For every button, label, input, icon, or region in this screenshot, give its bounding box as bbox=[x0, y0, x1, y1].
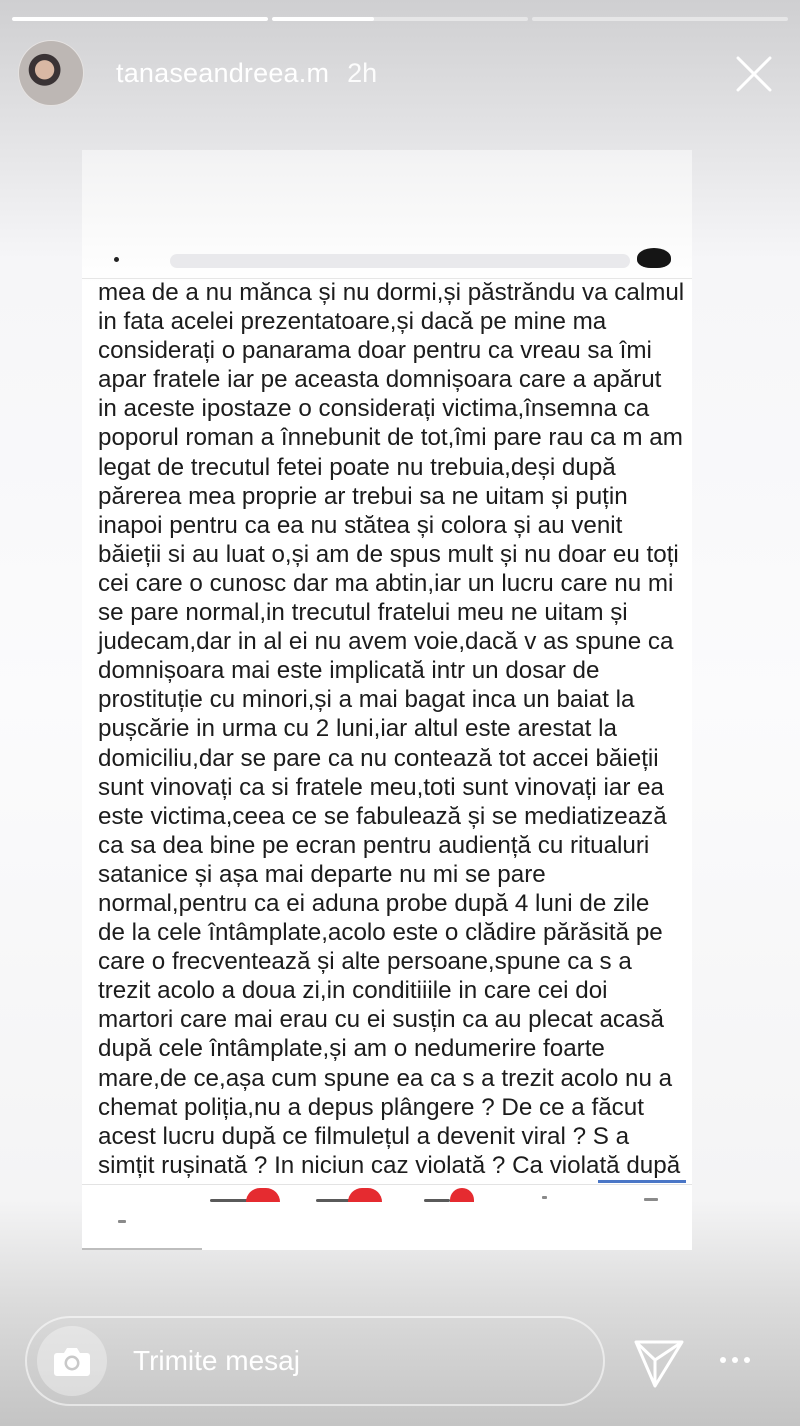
divider bbox=[82, 1184, 692, 1185]
more-options-icon bbox=[744, 1357, 750, 1363]
text-line: apar fratele iar pe aceasta domnișoara care a apărut bbox=[98, 366, 662, 394]
text-line: băieții si au luat o,și am de spus mult și nu doar eu toți bbox=[98, 540, 679, 568]
text-line: este victima,ceea ce se fabulează și se mediatizează bbox=[98, 802, 667, 830]
notification-badge-2 bbox=[316, 1188, 382, 1202]
post-body-text bbox=[98, 278, 688, 1180]
text-line: trezit acolo a doua zi,in conditiiile in care cei doi bbox=[98, 977, 608, 1005]
text-line: pușcărie in urma cu 2 luni,iar altul este arestat la bbox=[98, 715, 617, 743]
text-line: poporul roman a înnebunit de tot,îmi pare rau ca m am bbox=[98, 424, 683, 452]
direct-send-icon bbox=[632, 1336, 686, 1390]
reply-input[interactable] bbox=[25, 1316, 605, 1406]
text-line: in fata acelei prezentatoare,și dacă pe mine ma bbox=[98, 308, 607, 336]
text-line: martori care mai erau cu ei susțin ca au plecat acasă bbox=[98, 1006, 664, 1034]
username[interactable]: tanaseandreea.m bbox=[116, 57, 330, 88]
text-line: judecam,dar in al ei nu avem voie,dacă v as spune ca bbox=[98, 628, 674, 656]
close-button[interactable] bbox=[734, 54, 774, 94]
text-line: acest lucru după ce filmulețul a devenit viral ? S a bbox=[98, 1122, 630, 1150]
text-line: satanice și așa mai departe nu mi se pare bbox=[98, 860, 546, 888]
dot-mark bbox=[644, 1198, 658, 1201]
redacted-bar bbox=[170, 254, 630, 268]
text-line: cei care o cunosc dar ma abtin,iar un lucru care nu mi bbox=[98, 569, 674, 597]
text-line: părerea mea proprie ar trebui sa ne uitam și puțin bbox=[98, 482, 628, 510]
more-options-icon bbox=[732, 1357, 738, 1363]
text-line: de la cele întâmplate,acolo este o clădire părăsită pe bbox=[98, 919, 663, 947]
story-header bbox=[18, 40, 782, 106]
text-line: mare,de ce,așa cum spune ea ca s a trezit acolo nu a bbox=[98, 1064, 673, 1092]
text-line: mea de a nu mănca și nu dormi,și păstrăndu va calmul bbox=[98, 279, 685, 306]
progress-segment-1 bbox=[12, 17, 268, 21]
progress-segment-3 bbox=[532, 17, 788, 21]
progress-segment-2 bbox=[272, 17, 528, 21]
text-line: in aceste ipostaze o considerați victima,însemna ca bbox=[98, 395, 650, 423]
close-icon bbox=[734, 54, 774, 94]
text-line: legat de trecutul fetei poate nu trebuia,deși după bbox=[98, 453, 616, 481]
dot-mark bbox=[542, 1196, 547, 1199]
dot-mark bbox=[114, 257, 119, 262]
text-line: considerați o panarama doar pentru ca vreau sa îmi bbox=[98, 337, 652, 365]
text-line: sunt vinovați ca si fratele meu,toti sunt vinovați iar ea bbox=[98, 773, 664, 801]
text-line: domnișoara mai este implicată intr un dosar de bbox=[98, 657, 600, 685]
text-line: normal,pentru ca ei aduna probe după 4 luni de zile bbox=[98, 889, 650, 917]
camera-button[interactable] bbox=[37, 1326, 107, 1396]
notification-badge-1 bbox=[210, 1188, 280, 1202]
text-line: chemat poliția,nu a depus plângere ? De ce a făcut bbox=[98, 1093, 644, 1121]
text-line: domiciliu,dar se pare ca nu contează tot accei băieții bbox=[98, 744, 659, 772]
avatar[interactable] bbox=[18, 40, 84, 106]
more-options-icon bbox=[720, 1357, 726, 1363]
text-line: care o frecventează și alte persoane,spune ca s a bbox=[98, 948, 632, 976]
camera-icon bbox=[53, 1345, 91, 1377]
timestamp: 2h bbox=[347, 57, 378, 88]
dot-mark bbox=[118, 1220, 126, 1223]
black-icon bbox=[637, 248, 671, 268]
text-line: după cele întâmplate,și am o nedumerire foarte bbox=[98, 1035, 605, 1063]
link-underline bbox=[598, 1180, 686, 1183]
divider bbox=[82, 1248, 202, 1250]
send-button[interactable] bbox=[632, 1336, 686, 1390]
text-line: se pare normal,in trecutul fratelui meu ne uitam și bbox=[98, 599, 628, 627]
text-line: prostituție cu minori,și a mai bagat inca un baiat la bbox=[98, 686, 635, 714]
text-line: simțit rușinată ? In niciun caz violată ? Ca violată după bbox=[98, 1151, 681, 1179]
story-progress-bar bbox=[12, 17, 788, 21]
text-line: inapoi pentru ca ea nu stătea și colora și au venit bbox=[98, 511, 623, 539]
reply-placeholder: Trimite mesaj bbox=[133, 1345, 300, 1376]
notification-badge-3 bbox=[424, 1188, 474, 1202]
shared-screenshot bbox=[82, 150, 692, 1250]
more-options-button[interactable] bbox=[720, 1350, 760, 1370]
text-line: ca sa dea bine pe ecran pentru audiență cu ritualuri bbox=[98, 831, 650, 859]
